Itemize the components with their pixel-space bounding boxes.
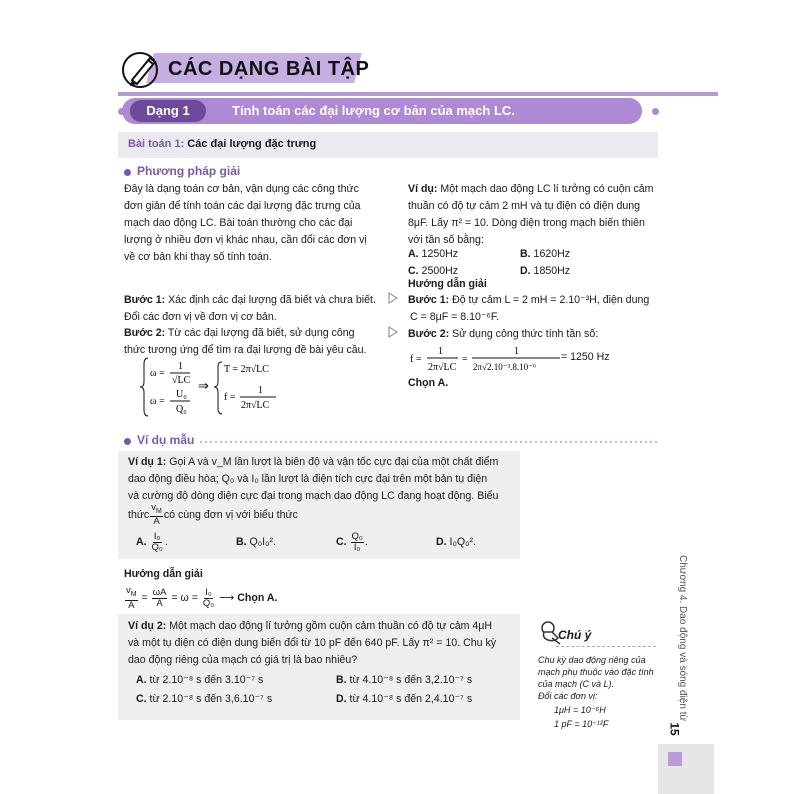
- option-text: từ 2.10⁻⁸ s đến 3,6.10⁻⁷ s: [149, 693, 273, 705]
- svg-text:2π√2.10⁻³.8.10⁻⁶: 2π√2.10⁻³.8.10⁻⁶: [473, 362, 537, 372]
- solution-step1: [408, 292, 668, 326]
- expr-i0-q0sq: I₀Q₀².: [449, 536, 476, 548]
- frequency-result: = 1250 Hz: [561, 351, 610, 363]
- formula-frequency: [410, 342, 580, 376]
- text-line: Một mạch dao động LC lí tưởng có cuộn cảm: [440, 183, 654, 195]
- fraction-vm-a: $\frac{v_M}{A}$: [151, 501, 162, 528]
- text-line: thức tương ứng để tìm ra đại lượng đề bài yêu cầu.: [124, 344, 367, 356]
- text-line: Xác định các đại lượng đã biết và chưa biết.: [168, 294, 376, 306]
- arrow-marker-icon: [387, 326, 399, 338]
- step-label: Bước 2:: [408, 328, 450, 340]
- svg-text:T = 2π√LC: T = 2π√LC: [224, 364, 269, 375]
- text-line: dao động riêng của mạch có giá trị là bao nhiêu?: [128, 654, 358, 666]
- fraction-i0-q0: $\frac{\text{I₀}}{\text{Q₀}}$: [202, 586, 215, 609]
- text-line: với tần số bằng:: [408, 234, 484, 246]
- svg-text:U₀: U₀: [176, 389, 187, 400]
- dotted-divider: [200, 440, 660, 444]
- svg-text:2π√LC: 2π√LC: [241, 400, 270, 411]
- example-label: Ví dụ:: [408, 183, 438, 195]
- note-title: Chú ý: [558, 628, 592, 642]
- arrow-marker-icon: [387, 292, 399, 304]
- text-line: mạch dao động LC. Bài toán thường cho các đại: [124, 217, 353, 229]
- svg-text:1: 1: [514, 346, 519, 357]
- option-text: 1250Hz: [421, 248, 459, 260]
- text-line: thuần có độ tự cảm 2 mH và tụ điện có điện dung: [408, 200, 641, 212]
- bullet-icon: [124, 438, 131, 445]
- solution-title: Hướng dẫn giải: [408, 278, 487, 290]
- fraction-wa-a: $\frac{\omega A}{A}$: [152, 586, 167, 609]
- solution-step2: [408, 326, 598, 343]
- example1-solution: $\frac{v_M}{A}$ = $\frac{\omega A}{A}$ = ω = $\frac{\text{I₀}}{\text{Q₀}}$ ⟶ Chọn A.: [126, 585, 278, 611]
- method-paragraph: [124, 181, 380, 266]
- text-line: dao động điều hòa; Q₀ và I₀ lần lượt là điện tích cực đại trên một bản tụ điện: [128, 473, 488, 485]
- text-line: có cùng đơn vị với biểu thức: [163, 508, 298, 521]
- formula-omega: [140, 356, 390, 418]
- svg-text:Q₀: Q₀: [176, 404, 187, 415]
- svg-text:⇒: ⇒: [198, 378, 209, 393]
- svg-text:1: 1: [258, 385, 263, 396]
- note-body: [538, 654, 662, 730]
- example-right: [408, 181, 660, 249]
- svg-text:f =: f =: [224, 392, 236, 403]
- example2-options: [136, 672, 516, 708]
- chapter-text: Chương 4. Dao động và sóng điện từ: [677, 555, 688, 722]
- section-title: CÁC DẠNG BÀI TẬP: [168, 58, 370, 80]
- step1: [124, 292, 384, 326]
- svg-text:1: 1: [438, 346, 443, 357]
- page-marker: [668, 752, 682, 766]
- answer-label: Chọn A.: [237, 591, 278, 604]
- text-line: mạch phụ thuộc vào đặc tính: [538, 667, 654, 677]
- text-line: 1 pF = 10⁻¹²F: [554, 719, 609, 729]
- answer-label: Chọn A.: [408, 377, 449, 389]
- example2-text: [128, 618, 518, 669]
- fraction-i0-q0: $\frac{\text{I₀}}{\text{Q₀}}$: [151, 531, 163, 553]
- option-key: C.: [408, 265, 419, 277]
- dang-title: Tính toán các đại lượng cơ bản của mạch LC.: [232, 103, 515, 118]
- svg-text:2π√LC: 2π√LC: [428, 362, 457, 373]
- text-line: đơn giản để tính toán các đại lượng đặc trưng của: [124, 200, 361, 212]
- dang-label: Dạng 1: [130, 100, 206, 122]
- option-key: B.: [520, 248, 531, 260]
- step-label: Bước 1:: [124, 294, 166, 306]
- text-line: của mạch (C và L).: [538, 679, 615, 689]
- text-line: Một mạch dao động lí tưởng gồm cuộn cảm thuần có độ tự cảm 4μH: [169, 620, 493, 632]
- text-line: Đây là dạng toán cơ bản, vận dụng các công thức: [124, 183, 359, 195]
- page-tab: [658, 744, 714, 794]
- text-line: Sử dụng công thức tính tần số:: [452, 328, 599, 340]
- option-text: 1850Hz: [533, 265, 571, 277]
- text-line: Đổi các đơn vị:: [538, 691, 598, 701]
- option-text: 1620Hz: [533, 248, 571, 260]
- text-line: Từ các đại lượng đã biết, sử dụng công: [167, 327, 355, 339]
- text-line: C = 8μF = 8.10⁻⁶F.: [410, 311, 500, 323]
- option-key: A.: [136, 536, 147, 548]
- text-line: Đổi các đơn vị về đơn vị cơ bản.: [124, 311, 277, 323]
- option-key: A.: [408, 248, 419, 260]
- option-key: C.: [336, 536, 347, 548]
- solution-title: Hướng dẫn giải: [124, 568, 203, 580]
- fraction-q0-i0: $\frac{\text{Q₀}}{\text{I₀}}$: [351, 531, 363, 553]
- svg-text:ω =: ω =: [150, 396, 165, 407]
- problem-heading: [128, 138, 316, 150]
- option-text: từ 2.10⁻⁸ s đến 3.10⁻⁷ s: [149, 674, 264, 686]
- page-number: 15: [667, 722, 682, 736]
- text-line: 8μF. Lấy π² = 10. Dòng điện trong mạch biến thiên: [408, 217, 645, 229]
- expr-q0-i0sq: Q₀I₀².: [249, 536, 276, 548]
- svg-text:f =: f =: [410, 354, 422, 365]
- step-label: Bước 1:: [408, 294, 450, 306]
- bullet-icon: [124, 169, 131, 176]
- option-key: B.: [236, 536, 247, 548]
- text-line: 1μH = 10⁻⁶H: [554, 705, 606, 715]
- option-text: từ 4.10⁻⁸ s đến 3,2.10⁻⁷ s: [349, 674, 473, 686]
- svg-text:1: 1: [178, 361, 183, 372]
- text-line: và một tụ điện có điện dung biến đổi từ 10 pF đến 640 pF. Lấy π² = 10. Chu kỳ: [128, 637, 497, 649]
- option-key: B.: [336, 674, 347, 686]
- step2: [124, 325, 384, 359]
- method-title: Phương pháp giải: [137, 164, 241, 178]
- text-line: Độ tự cảm L = 2 mH = 2.10⁻³H, điện dung: [452, 294, 650, 306]
- fraction-vm-a: $\frac{v_M}{A}$: [126, 585, 137, 611]
- svg-text:ω =: ω =: [150, 368, 165, 379]
- option-text: 2500Hz: [421, 265, 459, 277]
- text-line: về cơ bản khi thay số tính toán.: [124, 251, 272, 263]
- option-key: D.: [520, 265, 531, 277]
- problem-label: Bài toán 1:: [128, 138, 185, 150]
- text-line: lượng ở nhiều đơn vị khác nhau, cần đổi các đơn vị: [124, 234, 367, 246]
- option-text: từ 4.10⁻⁸ s đến 2,4.10⁻⁷ s: [349, 693, 473, 705]
- example-right-options: [408, 246, 660, 280]
- example1-text: [128, 454, 518, 528]
- option-key: D.: [336, 693, 347, 705]
- option-key: D.: [436, 536, 447, 548]
- option-key: C.: [136, 693, 147, 705]
- examples-title: Ví dụ mẫu: [137, 433, 195, 447]
- example1-options: A. $\frac{\text{I₀}}{\text{Q₀}}$ . B. Q₀I₀². C. $\frac{\text{Q₀}}{\text{I₀}}$ . D. I₀Q₀².: [136, 531, 476, 553]
- svg-text:=: =: [462, 354, 468, 365]
- option-key: A.: [136, 674, 147, 686]
- text-line: Gọi A và v_M lần lượt là biên độ và vận tốc cực đại của một chất điểm: [169, 456, 499, 468]
- problem-title: Các đại lượng đặc trưng: [187, 138, 317, 150]
- svg-text:√LC: √LC: [172, 375, 191, 386]
- example-label: Ví dụ 2:: [128, 620, 167, 632]
- step-label: Bước 2:: [124, 327, 166, 339]
- dot-decoration: [118, 108, 125, 115]
- example-label: Ví dụ 1:: [128, 456, 167, 468]
- text-line: và cường độ dòng điện cực đại trong mạch dao động LC đang hoạt động. Biểu: [128, 490, 499, 502]
- text-line: thức: [128, 508, 150, 521]
- dot-decoration: [652, 108, 659, 115]
- text-line: Chu kỳ dao động riêng của: [538, 655, 646, 665]
- pencil-icon: [120, 48, 162, 90]
